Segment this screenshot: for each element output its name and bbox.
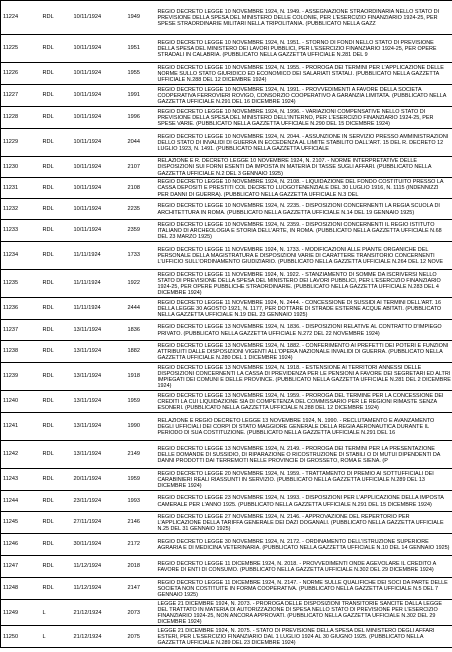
record-number: 11226 bbox=[1, 63, 33, 85]
act-description: REGIO DECRETO LEGGE 13 NOVEMBRE 1924, N. 1918. - ESTENSIONE AI TERRITORI ANNESSI DELLE DISPOSIZIONI CONCERNENTI LA CASSA DI PREVIDENZA PER LE PENSIONI A FAVORE DEI SEGRETARI ED ALTRI IMPIEGATI DEI COMUNI E DELLE PROVINCE. (PUBBLICATO NELLA GAZZETTA UFFICIALE N.281 DEL 2 DICEMBRE 1924) bbox=[157, 363, 452, 391]
act-description: REGIO DECRETO LEGGE 13 NOVEMBRE 1924, N. 1882. - CONFERIMENTO AI PREFETTI DEI POTERI E FUNZIONI ATTRIBUITI DALLE DISPOSIZIONI VIGENTI ALL'OPERA NAZIONALE INVALIDI DI GUERRA. (PUBBLICATO NELLA GAZZETTA UFFICIALE N.280 DEL 1 DICEMBRE 1924) bbox=[157, 341, 452, 363]
act-number: 1922 bbox=[127, 270, 157, 298]
table-row bbox=[1, 35, 452, 63]
act-date: 10/11/1924 bbox=[72, 157, 127, 178]
act-type: RDL bbox=[33, 35, 72, 63]
record-number: 11224 bbox=[1, 1, 33, 35]
act-number: 2146 bbox=[127, 512, 157, 534]
act-date: 13/11/1924 bbox=[72, 363, 127, 391]
act-number: 2359 bbox=[127, 220, 157, 242]
table-row bbox=[1, 107, 452, 129]
act-description: REGIO DECRETO LEGGE 10 NOVEMBRE 1924, N. 1949. - ASSEGNAZIONE STRAORDINARIA NELLO STATO DI PREVISIONE DELLA SPESA DEL MINISTERO DELLE COLONIE, PER L'ESERCIZIO FINANZIARIO 1924-25, PER SPESE STRAORDINARIE MILITARI NELLA TRIPOLITANIA. (PUBBLICATO NELLA GAZZ bbox=[157, 1, 452, 35]
table-row bbox=[1, 298, 452, 320]
act-number: 2018 bbox=[127, 556, 157, 578]
act-description: REGIO DECRETO LEGGE 11 NOVEMBRE 1924, N. 1922. - STANZIAMENTO DI SOMME DA ISCRIVERSI NELLO STATO DI PREVISIONE DELLA SPESA DEL MINISTERO DEI LAVORI PUBBLICI, PER L'ESERCIZIO FINANZIARIO 1924-25, PER OPERE PUBBLICHE STRAORDINARIE. (PUBBLICATO NELLA GAZZETTA UFFICIALE N.283 DEL 4 DICEMBRE 1924) bbox=[157, 270, 452, 298]
act-description: LEGGE 21 DICEMBRE 1924, N. 2075. - STATO DI PREVISIONE DELLA SPESA DEL MINISTERO DEGLI AFFARI ESTERI, PER L'ESERCIZIO FINANZIARIO DAL 1 LUGLIO 1924 AL 30 GIUGNO 1925. (PUBBLICATO NELLA GAZZETTA UFFICIALE N.289 DEL 23 DICEMBRE 1924) bbox=[157, 626, 452, 648]
act-date: 10/11/1924 bbox=[72, 129, 127, 157]
act-number: 1993 bbox=[127, 491, 157, 512]
act-type: RDL bbox=[33, 512, 72, 534]
act-type: RDL bbox=[33, 441, 72, 469]
table-row bbox=[1, 85, 452, 107]
act-type: RDL bbox=[33, 242, 72, 270]
act-type: RDL bbox=[33, 1, 72, 35]
act-date: 10/11/1924 bbox=[72, 63, 127, 85]
act-number: 1949 bbox=[127, 1, 157, 35]
table-row bbox=[1, 1, 452, 35]
act-type: L bbox=[33, 626, 72, 648]
record-number: 11247 bbox=[1, 556, 33, 578]
act-date: 13/11/1924 bbox=[72, 391, 127, 413]
act-number: 1882 bbox=[127, 341, 157, 363]
act-description: REGIO DECRETO LEGGE 10 NOVEMBRE 1924, N. 2108. - LIQUIDAZIONE DEL FONDO COSTITUITO PRESSO LA CASSA DEPOSITI E PRESTITI COL DECRETO LUOGOTENENZIALE DEL 30 LUGLIO 1916, N. 1115 (INDENNIZZI PER DANNI DI GUERRA). (PUBBLICATO NELLA GAZZETTA UFFICIALE N.3 DEL bbox=[157, 178, 452, 199]
act-description: RELAZIONE E R. DECRETO LEGGE 10 NOVEMBRE 1924, N. 2107. - NORME INTERPRETATIVE DELLE DISPOSIZIONI SUI FORNI ESENTI DA IMPOSTA IN MATERIA DI TASSE SUGLI AFFARI. (PUBBLICATO NELLA GAZZETTA UFFICIALE N.2 DEL 3 GENNAIO 1925) bbox=[157, 157, 452, 178]
table-row bbox=[1, 626, 452, 648]
act-description: REGIO DECRETO LEGGE 10 NOVEMBRE 1924, N. 2044. - ASSUNZIONE IN SERVIZIO PRESSO AMMINISTRAZIONI DELLO STATO DI INVALIDI DI GUERRA IN ECCEDENZA AL LIMITE STABILITO DALL'ART. 15 DEL R. DECRETO 12 LUGLIO 1923, N. 1491. (PUBBLICATO NELLA GAZZETTA UFFICIALE bbox=[157, 129, 452, 157]
act-description: REGIO DECRETO LEGGE 13 NOVEMBRE 1924, N. 2149. - PROROGA DEI TERMINI PER LA PRESENTAZIONE DELLE DOMANDE DI SUSSIDIO, DI RIPARAZIONE O RICOSTRUZIONE DI STABILI O DI MUTUI DIPENDENTI DA DANNI PRODOTTI DAI TERREMOTI NELLE PROVINCIE DI GROSSETO, ROMA E SIENA. (P bbox=[157, 441, 452, 469]
record-number: 11227 bbox=[1, 85, 33, 107]
act-number: 2108 bbox=[127, 178, 157, 199]
act-description: REGIO DECRETO LEGGE 13 NOVEMBRE 1924, N. 1959. - PROROGA DEL TERMINE PER LA CONCESSIONE DEI CREDITI LA CUI LIQUIDAZIONE SIA DI COMPETENZA DEL COMMISSARIO PER LE REGIONI RIMASTE SENZA ESONERI. (PUBBLICATO NELLA GAZZETTA UFFICIALE N.288 DEL 12 DICEMBRE 1924) bbox=[157, 391, 452, 413]
act-type: RDL bbox=[33, 63, 72, 85]
table-row bbox=[1, 578, 452, 600]
record-number: 11236 bbox=[1, 298, 33, 320]
act-type: RDL bbox=[33, 341, 72, 363]
act-number: 1918 bbox=[127, 363, 157, 391]
act-type: RDL bbox=[33, 469, 72, 491]
act-number: 1959 bbox=[127, 391, 157, 413]
record-number: 11228 bbox=[1, 107, 33, 129]
act-date: 20/11/1924 bbox=[72, 469, 127, 491]
record-number: 11249 bbox=[1, 600, 33, 626]
act-type: RDL bbox=[33, 534, 72, 556]
act-description: REGIO DECRETO LEGGE 20 NOVEMBRE 1924, N. 1959. - TRATTAMENTO DI PREMIO AI SOTTUFFICIALI DEI CARABINIERI REALI RIASSUNTI IN SERVIZIO. (PUBBLICATO NELLA GAZZETTA UFFICIALE N.289 DEL 13 DICEMBRE 1924) bbox=[157, 469, 452, 491]
record-number: 11243 bbox=[1, 469, 33, 491]
act-description: REGIO DECRETO LEGGE 10 NOVEMBRE 1924, N. 1996. - VARIAZIONI COMPENSATIVE NELLO STATO DI PREVISIONE DELLA SPESA DEL MINISTERO DELL'INTERNO, PER L'ESERCIZIO FINANZIARIO 1924-25, PER SPESE VARIE. (PUBBLICATO NELLA GAZZETTA UFFICIALE N.290 DEL 15 DICEMBRE 1924) bbox=[157, 107, 452, 129]
act-number: 2149 bbox=[127, 441, 157, 469]
act-date: 11/11/1924 bbox=[72, 242, 127, 270]
act-description: REGIO DECRETO LEGGE 23 NOVEMBRE 1924, N. 1993. - DISPOSIZIONI PER L'APPLICAZIONE DELLA IMPOSTA CAMERALE PER L'ANNO 1925. (PUBBLICATO NELLA GAZZETTA UFFICIALE N.291 DEL 15 DICEMBRE 1924) bbox=[157, 491, 452, 512]
act-type: RDL bbox=[33, 578, 72, 600]
act-number: 1990 bbox=[127, 413, 157, 441]
act-description: REGIO DECRETO LEGGE 13 NOVEMBRE 1924, N. 1836. - DISPOSIZIONI RELATIVE AL CONTRATTO D'IMPIEGO PRIVATO. (PUBBLICATO NELLA GAZZETTA UFFICIALE N.272 DEL 22 NOVEMBRE 1924) bbox=[157, 320, 452, 341]
act-date: 11/12/1924 bbox=[72, 578, 127, 600]
act-type: RDL bbox=[33, 85, 72, 107]
act-number: 2147 bbox=[127, 578, 157, 600]
record-number: 11232 bbox=[1, 199, 33, 220]
record-number: 11240 bbox=[1, 391, 33, 413]
act-type: RDL bbox=[33, 107, 72, 129]
act-date: 10/11/1924 bbox=[72, 1, 127, 35]
table-row bbox=[1, 220, 452, 242]
act-description: REGIO DECRETO LEGGE 10 NOVEMBRE 1924, N. 1951. - STORNO DI FONDI NELLO STATO DI PREVISIONE DELLA SPESA DEL MINISTERO DEI LAVORI PUBBLICI, PER L'ESERCIZIO FINANZIARIO 1924-25, PER OPERE STRADALI IN CALABRIA. (PUBBLICATO NELLA GAZZETTA UFFICIALE N.281 DEL 9 bbox=[157, 35, 452, 63]
act-date: 13/11/1924 bbox=[72, 341, 127, 363]
act-date: 21/12/1924 bbox=[72, 626, 127, 648]
record-number: 11244 bbox=[1, 491, 33, 512]
act-date: 30/11/1924 bbox=[72, 534, 127, 556]
act-number: 2107 bbox=[127, 157, 157, 178]
record-number: 11248 bbox=[1, 578, 33, 600]
act-type: RDL bbox=[33, 320, 72, 341]
act-date: 10/11/1924 bbox=[72, 199, 127, 220]
act-type: RDL bbox=[33, 220, 72, 242]
table-row bbox=[1, 363, 452, 391]
act-description: RELAZIONE E REGIO DECRETO LEGGE 13 NOVEMBRE 1924, N. 1990. - RECLUTAMENTO E AVANZAMENTO DEGLI UFFICIALI DEI CORPI DI STATO MAGGIORE GENERALE DELLA REGIA AERONAUTICA DURANTE IL PERIODO DI SUA COSTITUZIONE. (PUBBLICATO NELLA GAZZETTA UFFICIALE N.291 DEL 16 bbox=[157, 413, 452, 441]
laws-table-body bbox=[1, 1, 452, 648]
act-date: 23/11/1924 bbox=[72, 491, 127, 512]
table-row bbox=[1, 178, 452, 199]
act-type: RDL bbox=[33, 178, 72, 199]
act-date: 13/11/1924 bbox=[72, 441, 127, 469]
table-row bbox=[1, 270, 452, 298]
act-type: RDL bbox=[33, 270, 72, 298]
act-number: 1951 bbox=[127, 35, 157, 63]
act-date: 10/11/1924 bbox=[72, 220, 127, 242]
record-number: 11234 bbox=[1, 242, 33, 270]
table-row bbox=[1, 63, 452, 85]
act-description: REGIO DECRETO LEGGE 11 DICEMBRE 1924, N. 2018. - PROVVEDIMENTI ONDE AGEVOLARE IL CREDITO A FAVORE DI ENTI DI CONSUMO. (PUBBLICATO NELLA GAZZETTA UFFICIALE N.302 DEL 29 DICEMBRE 1924) bbox=[157, 556, 452, 578]
act-type: L bbox=[33, 600, 72, 626]
act-number: 2075 bbox=[127, 626, 157, 648]
record-number: 11225 bbox=[1, 35, 33, 63]
act-description: REGIO DECRETO LEGGE 11 NOVEMBRE 1924, N. 2444. - CONCESSIONE DI SUSSIDI AI TERMINI DELL'ART. 16 DELLA LEGGE 30 AGOSTO 1921, N. 1177, PER DOTTARE DI STRADE ESTERNE ACQUE ABITATI. (PUBBLICATO NELLA GAZZETTA UFFICIALE N.19 DEL 23 GENNAIO 1925) bbox=[157, 298, 452, 320]
record-number: 11233 bbox=[1, 220, 33, 242]
act-number: 2444 bbox=[127, 298, 157, 320]
table-row bbox=[1, 341, 452, 363]
act-date: 21/12/1924 bbox=[72, 600, 127, 626]
table-row bbox=[1, 413, 452, 441]
act-date: 10/11/1924 bbox=[72, 107, 127, 129]
act-date: 10/11/1924 bbox=[72, 178, 127, 199]
act-type: RDL bbox=[33, 413, 72, 441]
record-number: 11250 bbox=[1, 626, 33, 648]
record-number: 11235 bbox=[1, 270, 33, 298]
act-number: 1959 bbox=[127, 469, 157, 491]
record-number: 11242 bbox=[1, 441, 33, 469]
act-type: RDL bbox=[33, 491, 72, 512]
act-number: 2073 bbox=[127, 600, 157, 626]
act-type: RDL bbox=[33, 199, 72, 220]
act-description: REGIO DECRETO LEGGE 10 NOVEMBRE 1924, N. 2235. - DISPOSIZIONI CONCERNENTI LA REGIA SCUOLA DI ARCHITETTURA IN ROMA. (PUBBLICATO NELLA GAZZETTA UFFICIALE N.14 DEL 19 GENNAIO 1925) bbox=[157, 199, 452, 220]
act-number: 2235 bbox=[127, 199, 157, 220]
table-row bbox=[1, 469, 452, 491]
record-number: 11231 bbox=[1, 178, 33, 199]
act-description: REGIO DECRETO LEGGE 10 NOVEMBRE 1924, N. 1955. - PROROGA DEI TERMINI PER L'APPLICAZIONE DELLE NORME SULLO STATO GIURIDICO ED ECONOMICO DEI SALARIATI STATALI. (PUBBLICATO NELLA GAZZETTA UFFICIALE N.288 DEL 12 DICEMBRE 1924) bbox=[157, 63, 452, 85]
table-row bbox=[1, 199, 452, 220]
table-row bbox=[1, 600, 452, 626]
act-number: 1996 bbox=[127, 107, 157, 129]
act-number: 1733 bbox=[127, 242, 157, 270]
act-number: 2044 bbox=[127, 129, 157, 157]
act-type: RDL bbox=[33, 157, 72, 178]
act-number: 1991 bbox=[127, 85, 157, 107]
act-description: REGIO DECRETO LEGGE 11 DICEMBRE 1924, N. 2147. - NORME SULLE QUALIFICHE DEI SOCI DA PARTE DELLE SOCIETA NON COSTITUITE IN FORMA COOPERATIVA. (PUBBLICATO NELLA GAZZETTA UFFICIALE N.5 DEL 7 GENNAIO 1925) bbox=[157, 578, 452, 600]
record-number: 11246 bbox=[1, 534, 33, 556]
table-row bbox=[1, 129, 452, 157]
act-type: RDL bbox=[33, 298, 72, 320]
act-type: RDL bbox=[33, 363, 72, 391]
act-date: 27/11/1924 bbox=[72, 512, 127, 534]
record-number: 11237 bbox=[1, 320, 33, 341]
act-type: RDL bbox=[33, 556, 72, 578]
act-date: 13/11/1924 bbox=[72, 413, 127, 441]
act-date: 10/11/1924 bbox=[72, 35, 127, 63]
act-description: REGIO DECRETO LEGGE 27 NOVEMBRE 1924, N. 2146. - APPROVAZIONE DEL REPERTORIO PER L'APPLICAZIONE DELLA TARIFFA GENERALE DEI DAZI DOGANALI. (PUBBLICATO NELLA GAZZETTA UFFICIALE N.25 DEL 31 GENNAIO 1925) bbox=[157, 512, 452, 534]
act-type: RDL bbox=[33, 129, 72, 157]
act-description: REGIO DECRETO LEGGE 10 NOVEMBRE 1924, N. 2359. - DISPOSIZIONI CONCERNENTI IL REGIO ISTITUTO ITALIANO DI ARCHEOLOGIA E STORIA DELL'ARTE, IN ROMA. (PUBBLICATO NELLA GAZZETTA UFFICIALE N.68 DEL 23 MARZO 1925) bbox=[157, 220, 452, 242]
table-row bbox=[1, 320, 452, 341]
record-number: 11229 bbox=[1, 129, 33, 157]
table-row bbox=[1, 534, 452, 556]
act-number: 2172 bbox=[127, 534, 157, 556]
act-date: 10/11/1924 bbox=[72, 85, 127, 107]
act-date: 11/11/1924 bbox=[72, 270, 127, 298]
act-type: RDL bbox=[33, 391, 72, 413]
record-number: 11241 bbox=[1, 413, 33, 441]
act-description: REGIO DECRETO LEGGE 10 NOVEMBRE 1924, N. 1991. - PROVVEDIMENTI A FAVORE DELLA SOCIETA COOPERATIVA FERROVIERI ROVIGO, CONSORZIO COOPERATIVO A GARANZIA LIMITATA. (PUBBLICATO NELLA GAZZETTA UFFICIALE N.291 DEL 16 DICEMBRE 1924) bbox=[157, 85, 452, 107]
table-row bbox=[1, 391, 452, 413]
act-description: LEGGE 21 DICEMBRE 1924, N. 2073. - PROROGA DELLE DISPOSIZIONI TRANSITORIE SANCITE DALLA LEGGE DEL TRATTATO IN MATERIA DI AUTORIZZAZIONE DI SPESA NELLO STATO DI PREVISIONE PER L'ESERCIZIO FINANZIARIO 1924-25, NON ANCORA APPROVATI. (PUBBLICATO NELLA GAZZETTA UFFICIALE N.302 DEL 29 DICEMBRE 1924) bbox=[157, 600, 452, 626]
table-row bbox=[1, 242, 452, 270]
act-description: REGIO DECRETO LEGGE 30 NOVEMBRE 1924, N. 2172. - ORDINAMENTO DELL'ISTRUZIONE SUPERIORE AGRARIA E DI MEDICINA VETERINARIA. (PUBBLICATO NELLA GAZZETTA UFFICIALE N.10 DEL 14 GENNAIO 1925) bbox=[157, 534, 452, 556]
act-number: 1836 bbox=[127, 320, 157, 341]
act-description: REGIO DECRETO LEGGE 11 NOVEMBRE 1924, N. 1733. - MODIFICAZIONI ALLE PIANTE ORGANICHE DEL PERSONALE DELLA MAGISTRATURA E DISPOSIZIONI VARIE DI CARATTERE TRANSITORIO CONCERNENTI L'UFFICIO SULL'ORDINAMENTO GIUDIZIARIO. (PUBBLICATO NELLA GAZZETTA UFFICIALE N.264 DEL 12 NOVE bbox=[157, 242, 452, 270]
record-number: 11239 bbox=[1, 363, 33, 391]
act-date: 13/11/1924 bbox=[72, 320, 127, 341]
act-date: 11/12/1924 bbox=[72, 556, 127, 578]
table-row bbox=[1, 491, 452, 512]
record-number: 11230 bbox=[1, 157, 33, 178]
record-number: 11238 bbox=[1, 341, 33, 363]
act-number: 1955 bbox=[127, 63, 157, 85]
table-row bbox=[1, 441, 452, 469]
table-row bbox=[1, 157, 452, 178]
table-row bbox=[1, 556, 452, 578]
act-date: 11/11/1924 bbox=[72, 298, 127, 320]
record-number: 11245 bbox=[1, 512, 33, 534]
table-row bbox=[1, 512, 452, 534]
